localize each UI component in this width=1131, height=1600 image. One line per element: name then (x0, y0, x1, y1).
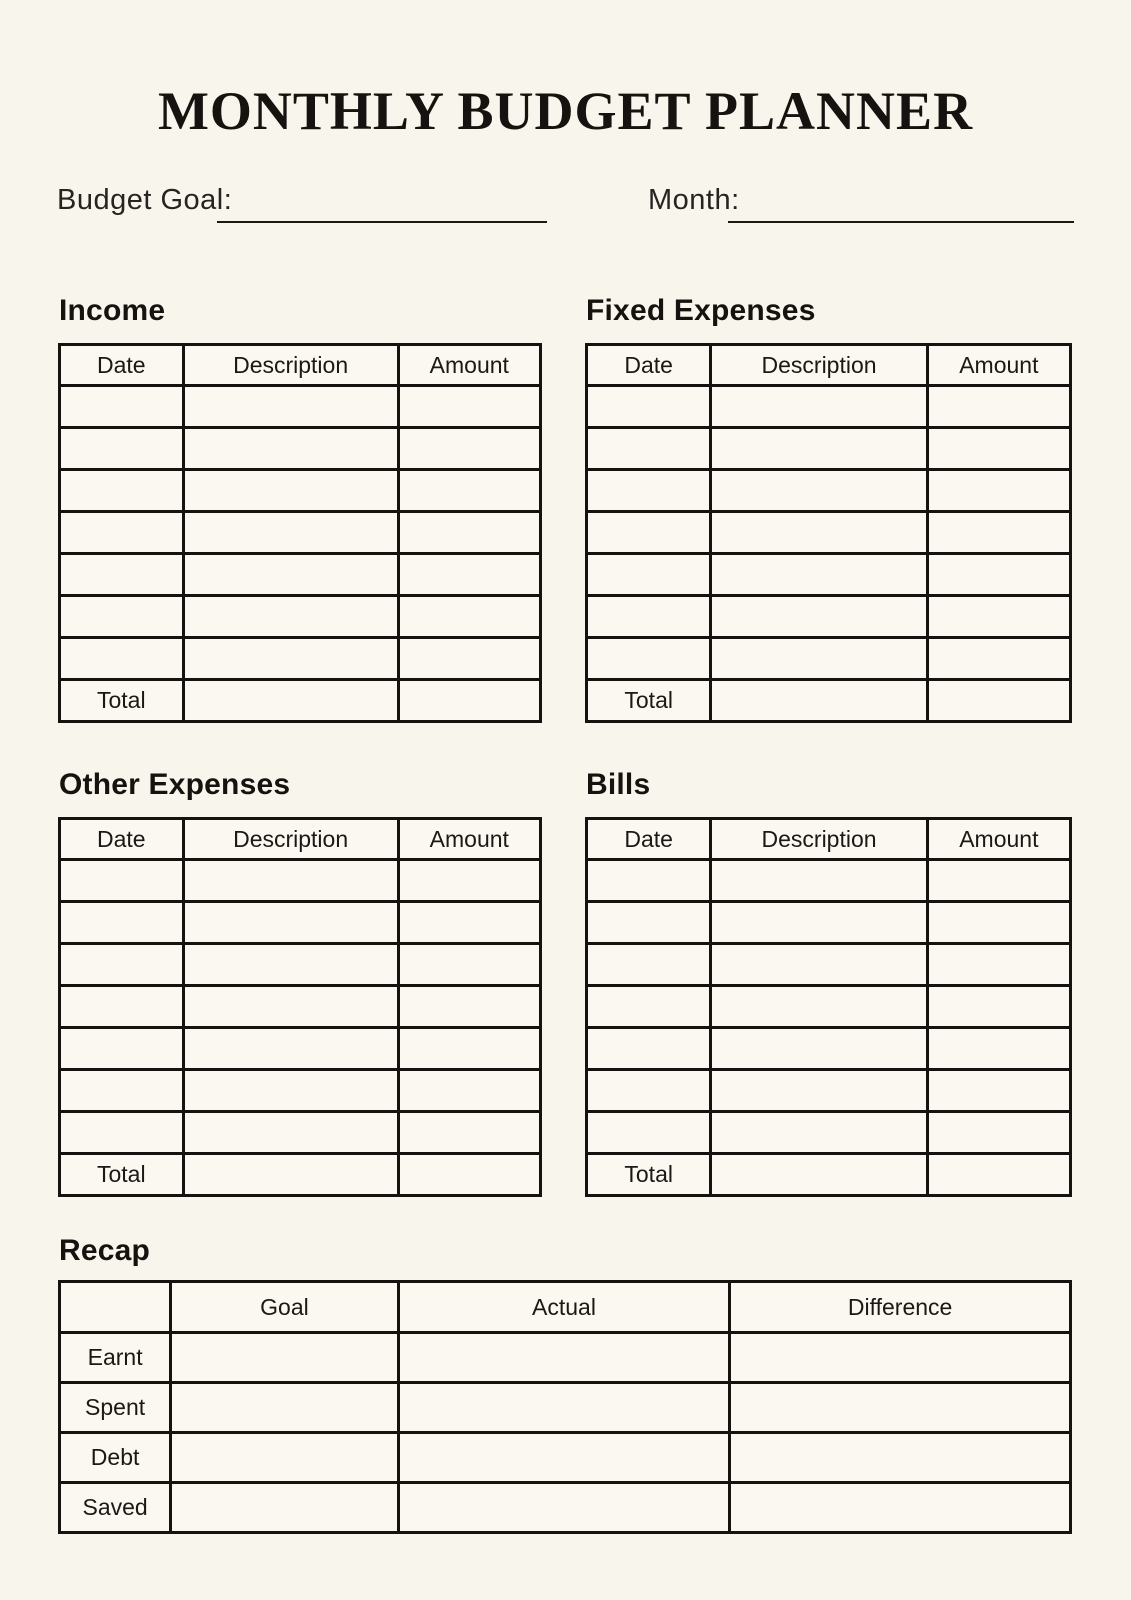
recap-difference-cell[interactable] (730, 1333, 1071, 1383)
table-row (60, 944, 541, 986)
table-header-row (587, 345, 1071, 386)
amount-cell[interactable] (927, 470, 1070, 512)
table-row (60, 470, 541, 512)
date-cell[interactable] (60, 512, 184, 554)
recap-difference-cell[interactable] (730, 1383, 1071, 1433)
description-cell[interactable] (711, 554, 927, 596)
recap-row-spent (60, 1383, 1071, 1433)
date-cell[interactable] (60, 1112, 184, 1154)
table-row (60, 902, 541, 944)
recap-row-label: Debt (60, 1433, 171, 1483)
recap-actual-cell[interactable] (398, 1383, 730, 1433)
table-row (587, 386, 1071, 428)
recap-row-debt (60, 1433, 1071, 1483)
description-cell[interactable] (711, 860, 927, 902)
date-cell[interactable] (587, 860, 711, 902)
description-cell[interactable] (711, 386, 927, 428)
amount-cell[interactable] (398, 638, 540, 680)
table-row (587, 470, 1071, 512)
table-row (587, 1112, 1071, 1154)
recap-difference-cell[interactable] (730, 1483, 1071, 1533)
table-row (60, 554, 541, 596)
recap-row-label: Spent (60, 1383, 171, 1433)
description-cell[interactable] (183, 638, 398, 680)
total-label: Total (587, 1154, 711, 1196)
recap-corner-cell (60, 1282, 171, 1333)
bills-table (585, 817, 1072, 1197)
date-cell[interactable] (587, 1028, 711, 1070)
column-header-amount: Amount (398, 819, 540, 860)
date-cell[interactable] (587, 638, 711, 680)
section-income (58, 294, 542, 723)
description-cell[interactable] (711, 986, 927, 1028)
column-header-date: Date (60, 819, 184, 860)
recap-header-row (60, 1282, 1071, 1333)
table-row (60, 1070, 541, 1112)
amount-cell[interactable] (927, 986, 1070, 1028)
table-row (587, 1070, 1071, 1112)
recap-column-header-difference: Difference (730, 1282, 1071, 1333)
column-header-description: Description (711, 819, 927, 860)
total-label: Total (60, 1154, 184, 1196)
description-cell[interactable] (711, 944, 927, 986)
description-cell[interactable] (183, 428, 398, 470)
description-cell[interactable] (183, 1112, 398, 1154)
table-row (587, 986, 1071, 1028)
column-header-description: Description (711, 345, 927, 386)
amount-cell[interactable] (927, 512, 1070, 554)
month-label: Month: (648, 184, 740, 216)
date-cell[interactable] (587, 1070, 711, 1112)
amount-cell[interactable] (927, 1112, 1070, 1154)
table-row (60, 596, 541, 638)
recap-table (58, 1280, 1072, 1534)
total-description-cell[interactable] (711, 680, 927, 722)
date-cell[interactable] (587, 902, 711, 944)
amount-cell[interactable] (927, 428, 1070, 470)
date-cell[interactable] (60, 1070, 184, 1112)
description-cell[interactable] (711, 596, 927, 638)
total-label: Total (587, 680, 711, 722)
recap-actual-cell[interactable] (398, 1483, 730, 1533)
table-row (587, 554, 1071, 596)
description-cell[interactable] (711, 638, 927, 680)
date-cell[interactable] (587, 1112, 711, 1154)
description-cell[interactable] (183, 902, 398, 944)
section-other-expenses (58, 768, 542, 1197)
table-row (60, 386, 541, 428)
amount-cell[interactable] (398, 1070, 540, 1112)
recap-goal-cell[interactable] (171, 1483, 398, 1533)
amount-cell[interactable] (927, 596, 1070, 638)
description-cell[interactable] (711, 902, 927, 944)
date-cell[interactable] (60, 596, 184, 638)
column-header-amount: Amount (927, 345, 1070, 386)
total-row (587, 680, 1071, 722)
table-row (587, 638, 1071, 680)
column-header-date: Date (587, 345, 711, 386)
date-cell[interactable] (587, 428, 711, 470)
budget-goal-label: Budget Goal: (57, 184, 233, 216)
section-heading-recap: Recap (59, 1234, 151, 1267)
date-cell[interactable] (60, 554, 184, 596)
table-row (587, 512, 1071, 554)
table-row (587, 1028, 1071, 1070)
amount-cell[interactable] (398, 902, 540, 944)
description-cell[interactable] (711, 1070, 927, 1112)
recap-goal-cell[interactable] (171, 1333, 398, 1383)
total-description-cell[interactable] (183, 680, 398, 722)
column-header-description: Description (183, 345, 398, 386)
amount-cell[interactable] (398, 596, 540, 638)
recap-column-header-actual: Actual (398, 1282, 730, 1333)
fixed-expenses-table (585, 343, 1072, 723)
description-cell[interactable] (711, 428, 927, 470)
column-header-date: Date (587, 819, 711, 860)
recap-actual-cell[interactable] (398, 1433, 730, 1483)
date-cell[interactable] (60, 902, 184, 944)
table-header-row (587, 819, 1071, 860)
amount-cell[interactable] (398, 1028, 540, 1070)
total-amount-cell[interactable] (927, 1154, 1070, 1196)
budget-goal-input-line[interactable] (217, 221, 547, 223)
recap-row-label: Saved (60, 1483, 171, 1533)
amount-cell[interactable] (398, 944, 540, 986)
description-cell[interactable] (183, 1070, 398, 1112)
recap-actual-cell[interactable] (398, 1333, 730, 1383)
section-heading-income: Income (59, 294, 166, 327)
recap-goal-cell[interactable] (171, 1433, 398, 1483)
date-cell[interactable] (60, 1028, 184, 1070)
month-input-line[interactable] (728, 221, 1074, 223)
column-header-amount: Amount (398, 345, 540, 386)
recap-row-earnt (60, 1333, 1071, 1383)
amount-cell[interactable] (927, 554, 1070, 596)
table-row (60, 860, 541, 902)
date-cell[interactable] (587, 470, 711, 512)
description-cell[interactable] (711, 512, 927, 554)
description-cell[interactable] (183, 554, 398, 596)
table-row (60, 986, 541, 1028)
table-row (587, 944, 1071, 986)
amount-cell[interactable] (398, 986, 540, 1028)
amount-cell[interactable] (398, 512, 540, 554)
description-cell[interactable] (183, 860, 398, 902)
amount-cell[interactable] (398, 1112, 540, 1154)
date-cell[interactable] (60, 944, 184, 986)
date-cell[interactable] (587, 386, 711, 428)
date-cell[interactable] (60, 386, 184, 428)
amount-cell[interactable] (398, 860, 540, 902)
date-cell[interactable] (60, 860, 184, 902)
amount-cell[interactable] (927, 944, 1070, 986)
description-cell[interactable] (711, 1028, 927, 1070)
date-cell[interactable] (587, 554, 711, 596)
table-row (587, 428, 1071, 470)
page-title: MONTHLY BUDGET PLANNER (157, 81, 974, 141)
recap-difference-cell[interactable] (730, 1433, 1071, 1483)
amount-cell[interactable] (927, 860, 1070, 902)
table-row (60, 1028, 541, 1070)
amount-cell[interactable] (927, 1028, 1070, 1070)
description-cell[interactable] (183, 986, 398, 1028)
other-expenses-table (58, 817, 542, 1197)
total-amount-cell[interactable] (398, 680, 540, 722)
description-cell[interactable] (183, 944, 398, 986)
recap-row-saved (60, 1483, 1071, 1533)
total-amount-cell[interactable] (927, 680, 1070, 722)
amount-cell[interactable] (398, 428, 540, 470)
date-cell[interactable] (60, 470, 184, 512)
description-cell[interactable] (183, 470, 398, 512)
table-row (60, 512, 541, 554)
table-row (60, 1112, 541, 1154)
table-row (60, 428, 541, 470)
section-fixed-expenses (585, 294, 1072, 723)
amount-cell[interactable] (398, 470, 540, 512)
description-cell[interactable] (711, 1112, 927, 1154)
date-cell[interactable] (60, 428, 184, 470)
recap-goal-cell[interactable] (171, 1383, 398, 1433)
total-row (60, 680, 541, 722)
section-heading-fixed-expenses: Fixed Expenses (586, 294, 816, 327)
date-cell[interactable] (587, 944, 711, 986)
recap-row-label: Earnt (60, 1333, 171, 1383)
total-row (60, 1154, 541, 1196)
amount-cell[interactable] (398, 386, 540, 428)
description-cell[interactable] (183, 1028, 398, 1070)
description-cell[interactable] (183, 512, 398, 554)
total-description-cell[interactable] (183, 1154, 398, 1196)
recap-column-header-goal: Goal (171, 1282, 398, 1333)
date-cell[interactable] (60, 638, 184, 680)
amount-cell[interactable] (398, 554, 540, 596)
total-row (587, 1154, 1071, 1196)
description-cell[interactable] (183, 386, 398, 428)
section-recap (58, 1234, 1072, 1534)
section-heading-bills: Bills (586, 768, 651, 801)
total-label: Total (60, 680, 184, 722)
date-cell[interactable] (60, 986, 184, 1028)
section-bills (585, 768, 1072, 1197)
table-row (587, 596, 1071, 638)
column-header-description: Description (183, 819, 398, 860)
column-header-date: Date (60, 345, 184, 386)
amount-cell[interactable] (927, 386, 1070, 428)
amount-cell[interactable] (927, 1070, 1070, 1112)
total-amount-cell[interactable] (398, 1154, 540, 1196)
amount-cell[interactable] (927, 902, 1070, 944)
table-header-row (60, 819, 541, 860)
table-row (60, 638, 541, 680)
date-cell[interactable] (587, 512, 711, 554)
total-description-cell[interactable] (711, 1154, 927, 1196)
table-row (587, 902, 1071, 944)
description-cell[interactable] (183, 596, 398, 638)
description-cell[interactable] (711, 470, 927, 512)
amount-cell[interactable] (927, 638, 1070, 680)
date-cell[interactable] (587, 596, 711, 638)
date-cell[interactable] (587, 986, 711, 1028)
column-header-amount: Amount (927, 819, 1070, 860)
income-table (58, 343, 542, 723)
table-header-row (60, 345, 541, 386)
section-heading-other-expenses: Other Expenses (59, 768, 291, 801)
table-row (587, 860, 1071, 902)
